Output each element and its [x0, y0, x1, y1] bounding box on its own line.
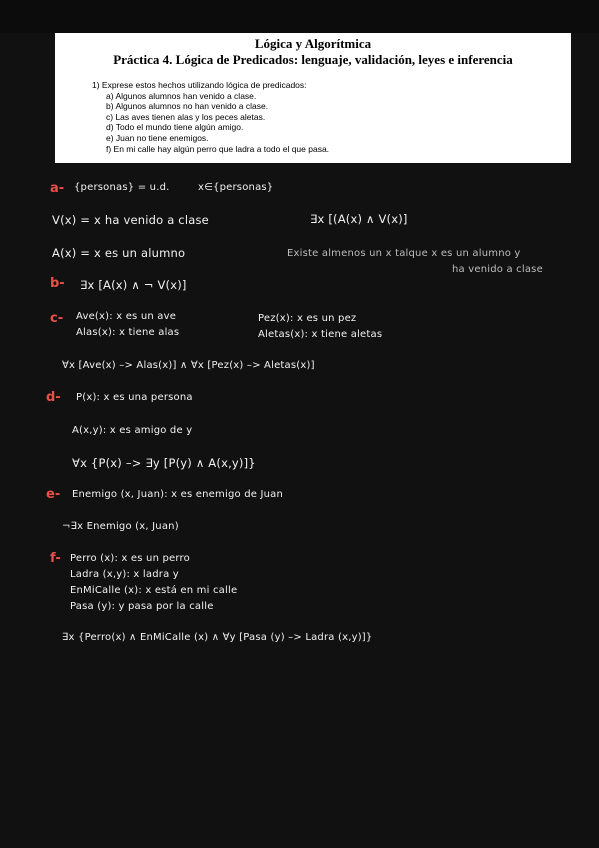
note-e-def: Enemigo (x, Juan): x es enemigo de Juan [72, 489, 284, 500]
note-c-alas: Alas(x): x tiene alas [76, 327, 180, 338]
question-item-e: e) Juan no tiene enemigos. [106, 132, 209, 143]
sheet-subtitle: Práctica 4. Lógica de Predicados: lenguaje, validación, leyes e inferencia [113, 52, 513, 67]
note-d-formula: ∀x {P(x) –> ∃y [P(y) ∧ A(x,y)]} [72, 456, 256, 470]
question-item-a: a) Algunos alumnos han venido a clase. [106, 90, 257, 101]
label-c: c- [50, 311, 64, 326]
note-a-domain: x∈{personas} [198, 182, 274, 193]
note-a-a-def: A(x) = x es un alumno [52, 246, 186, 260]
question-item-f: f) En mi calle hay algún perro que ladra a todo el que pasa. [106, 143, 330, 154]
label-e: e- [46, 487, 61, 502]
note-a-formula: ∃x [(A(x) ∧ V(x)] [310, 212, 408, 226]
sheet-title: Lógica y Algorítmica [254, 36, 372, 51]
note-f-ladra: Ladra (x,y): x ladra y [70, 569, 179, 580]
question-intro: 1) Exprese estos hechos utilizando lógica de predicados: [92, 80, 307, 90]
question-block [92, 80, 329, 154]
note-e-formula: ¬∃x Enemigo (x, Juan) [62, 521, 179, 532]
top-bar [0, 0, 599, 33]
question-item-b: b) Algunos alumnos no han venido a clase. [106, 101, 269, 112]
question-item-d: d) Todo el mundo tiene algún amigo. [106, 122, 244, 133]
note-c-pez: Pez(x): x es un pez [258, 313, 357, 324]
question-item-c: c) Las aves tienen alas y los peces aletas. [106, 111, 266, 122]
note-b-formula: ∃x [A(x) ∧ ¬ V(x)] [80, 278, 187, 292]
note-f-pasa: Pasa (y): y pasa por la calle [70, 601, 214, 612]
printed-exercise-sheet [55, 33, 571, 163]
note-c-ave: Ave(x): x es un ave [76, 311, 177, 322]
label-a: a- [50, 181, 65, 196]
label-f: f- [50, 551, 61, 566]
note-c-formula: ∀x [Ave(x) –> Alas(x)] ∧ ∀x [Pez(x) –> Aletas(x)] [62, 360, 315, 371]
note-a-comment-2: ha venido a clase [452, 264, 543, 275]
note-a-v-def: V(x) = x ha venido a clase [52, 213, 209, 227]
note-d-p-def: P(x): x es una persona [76, 392, 193, 403]
note-f-perro: Perro (x): x es un perro [70, 553, 190, 564]
note-f-formula: ∃x {Perro(x) ∧ EnMiCalle (x) ∧ ∀y [Pasa (y) –> Ladra (x,y)]} [62, 632, 373, 643]
note-d-a-def: A(x,y): x es amigo de y [72, 425, 193, 436]
note-f-calle: EnMiCalle (x): x está en mi calle [70, 585, 238, 596]
note-a-comment-1: Existe almenos un x talque x es un alumno y [287, 248, 521, 259]
note-a-universe: {personas} = u.d. [74, 182, 170, 193]
label-d: d- [46, 390, 61, 405]
note-c-aletas: Aletas(x): x tiene aletas [258, 329, 383, 340]
label-b: b- [50, 276, 65, 291]
